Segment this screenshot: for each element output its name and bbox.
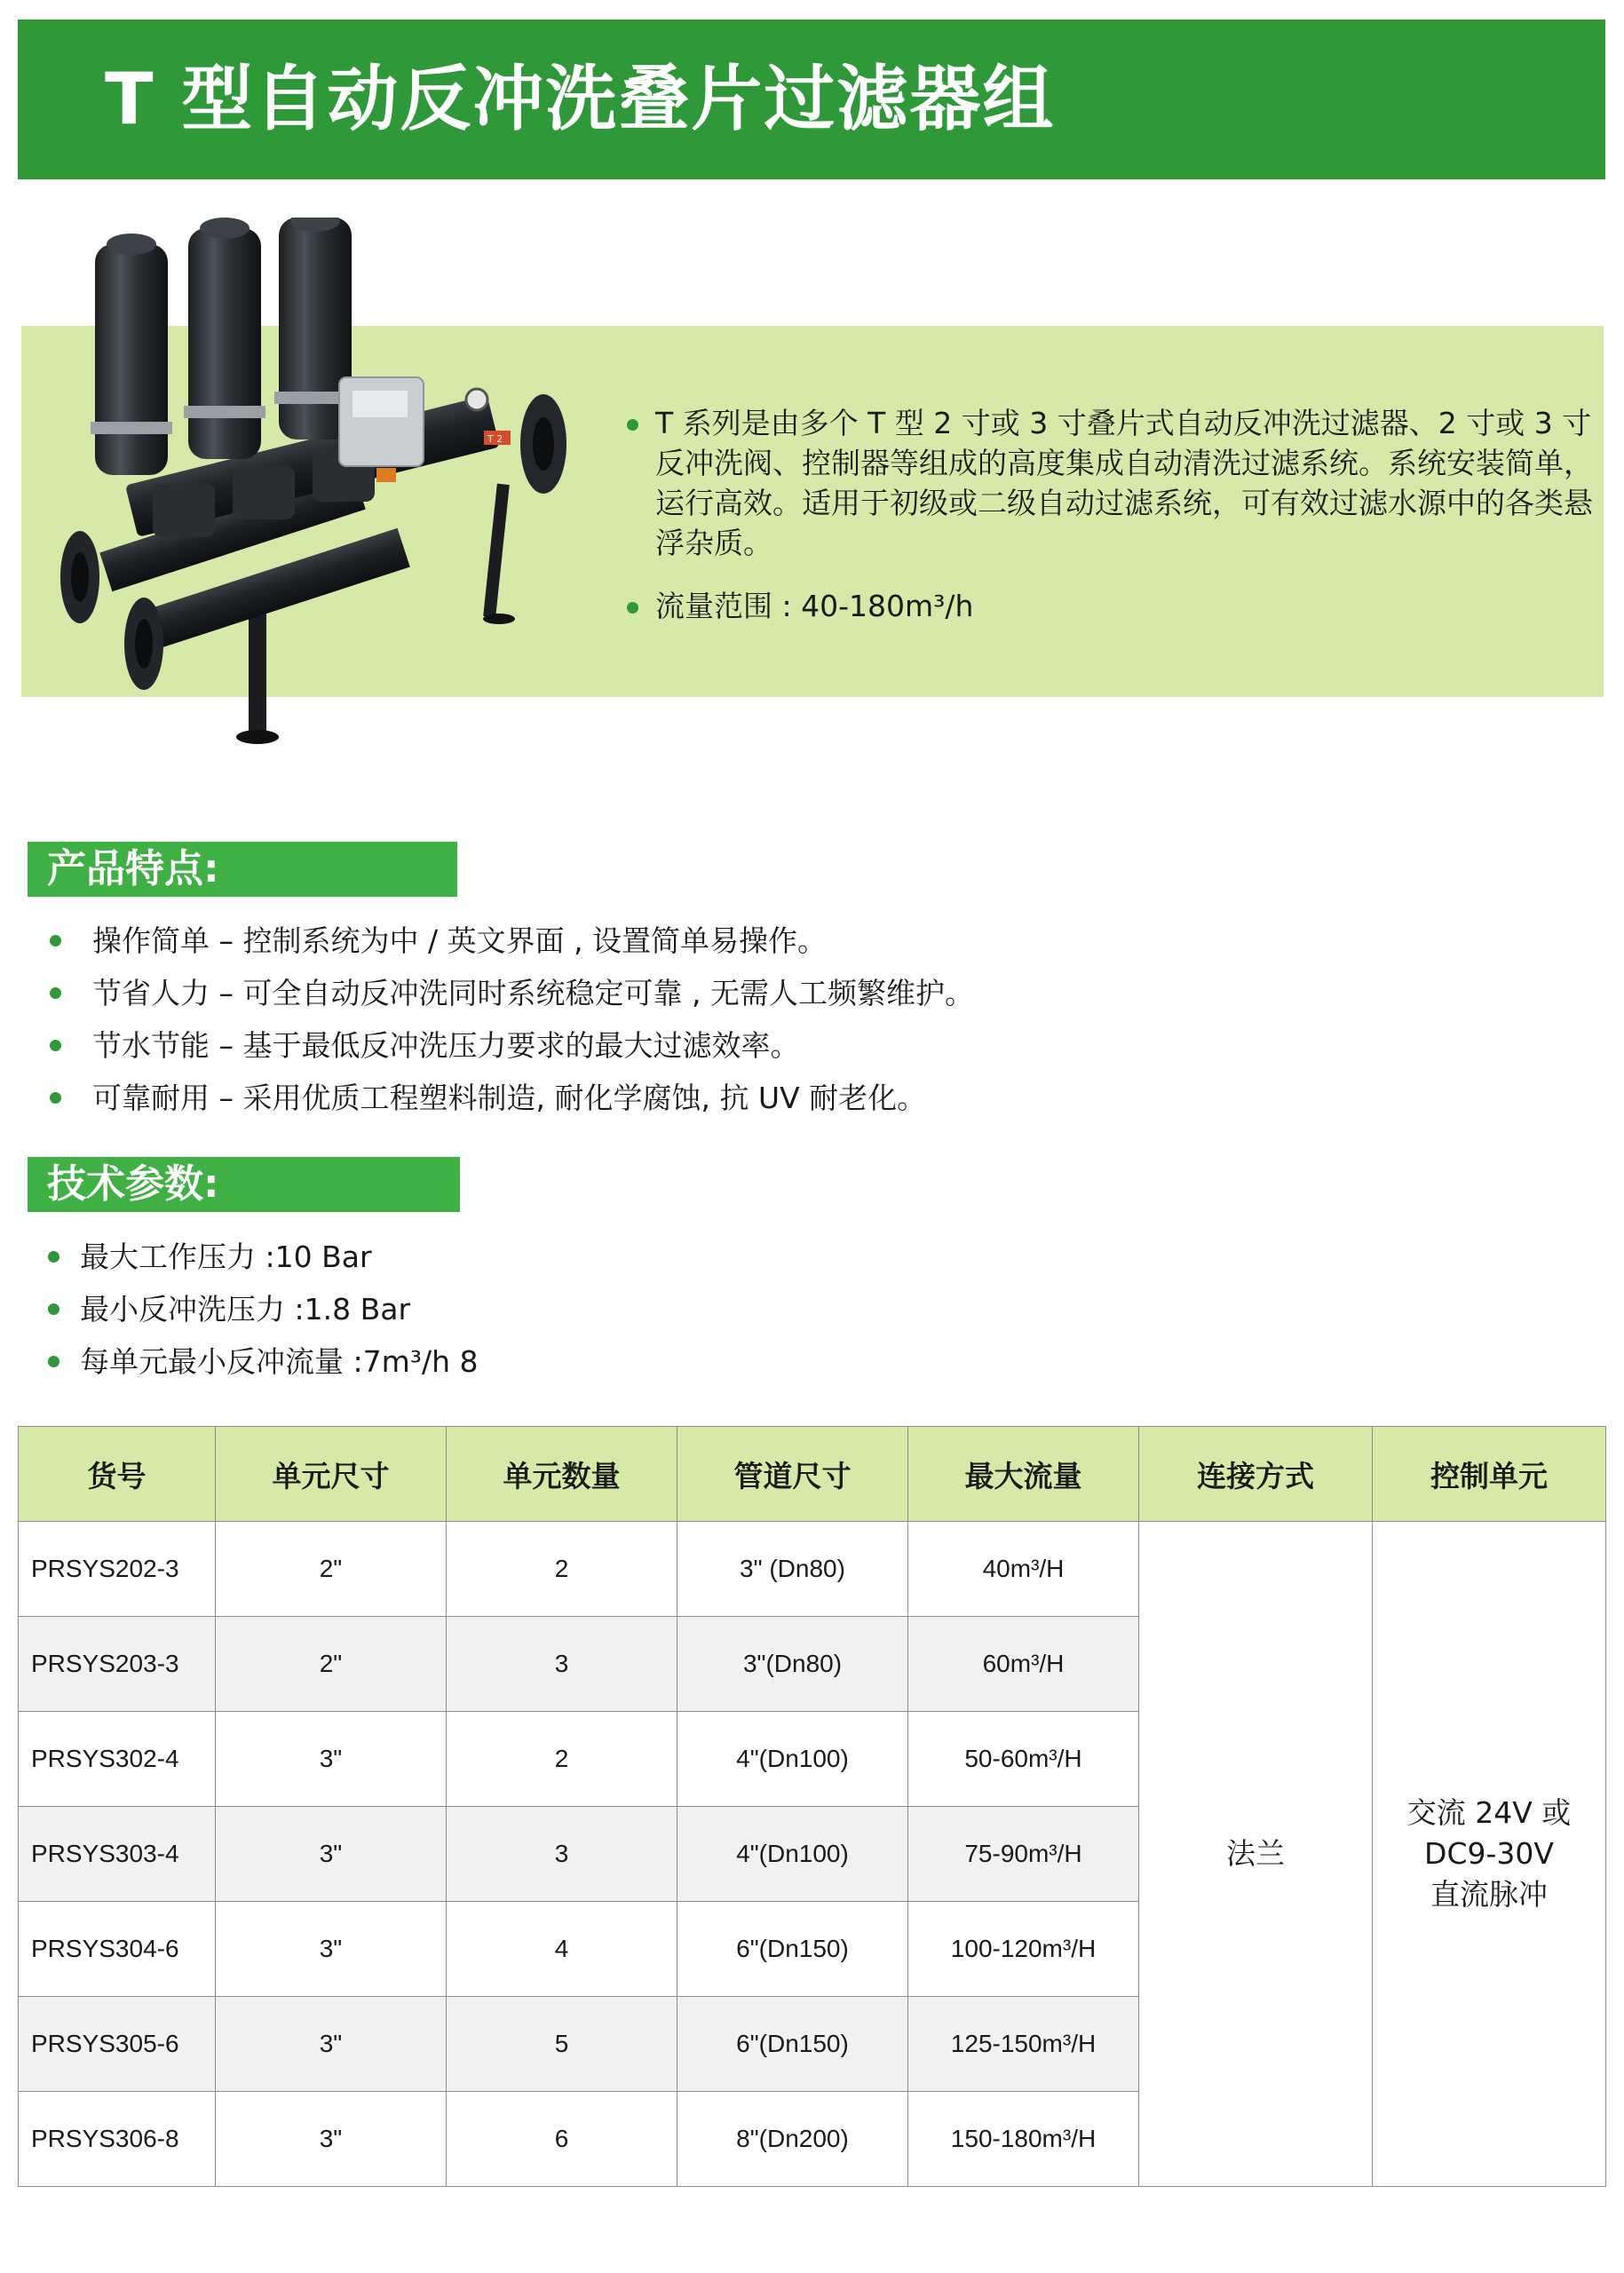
bullet-dot-icon: [627, 419, 638, 431]
tech-list: [46, 1231, 934, 1388]
page-title: T 型自动反冲洗叠片过滤器组: [105, 58, 1056, 140]
cell-unit-size: 2": [216, 1522, 447, 1617]
bullet-dot-icon: [50, 987, 61, 999]
cell-max-flow: 100-120m³/H: [908, 1902, 1139, 1997]
cell-code: PRSYS303-4: [19, 1807, 216, 1902]
cell-unit-size: 2": [216, 1617, 447, 1712]
tech-item: 最大工作压力 :10 Bar: [46, 1231, 934, 1283]
cell-pipe-size: 4"(Dn100): [677, 1712, 908, 1807]
header-pipe-size: 管道尺寸: [677, 1427, 908, 1522]
cell-unit-count: 2: [447, 1522, 677, 1617]
cell-code: PRSYS203-3: [19, 1617, 216, 1712]
header-code: 货号: [19, 1427, 216, 1522]
cell-pipe-size: 6"(Dn150): [677, 1902, 908, 1997]
header-unit-size: 单元尺寸: [216, 1427, 447, 1522]
cell-control-unit: [1373, 1522, 1606, 2187]
table-header-row: [19, 1427, 1606, 1522]
table-row: [19, 1522, 1606, 1617]
intro-item: 流量范围 : 40-180m³/h: [622, 586, 1598, 626]
bullet-dot-icon: [50, 1092, 61, 1104]
cell-unit-size: 3": [216, 1807, 447, 1902]
intro-item: T 系列是由多个 T 型 2 寸或 3 寸叠片式自动反冲洗过滤器、2 寸或 3 寸反冲洗阀、控制器等组成的高度集成自动清洗过滤系统。系统安装简单，运行高效。适用于初级或二级自动过滤系统，可有效过滤水源中的各类悬浮杂质。: [622, 403, 1598, 563]
cell-code: PRSYS304-6: [19, 1902, 216, 1997]
cell-max-flow: 150-180m³/H: [908, 2092, 1139, 2187]
intro-list: [622, 403, 1598, 649]
header-connection: 连接方式: [1139, 1427, 1373, 1522]
cell-unit-size: 3": [216, 1997, 447, 2092]
product-tag-label: T 2: [487, 433, 503, 445]
bullet-dot-icon: [48, 1303, 59, 1315]
cell-pipe-size: 3"(Dn80): [677, 1617, 908, 1712]
cell-max-flow: 125-150m³/H: [908, 1997, 1139, 2092]
bullet-dot-icon: [48, 1251, 59, 1263]
bullet-dot-icon: [48, 1356, 59, 1367]
cell-pipe-size: 8"(Dn200): [677, 2092, 908, 2187]
cell-unit-count: 3: [447, 1617, 677, 1712]
cell-max-flow: 60m³/H: [908, 1617, 1139, 1712]
cell-code: PRSYS306-8: [19, 2092, 216, 2187]
feature-item: 节水节能 – 基于最低反冲洗压力要求的最大过滤效率。: [46, 1019, 1556, 1072]
cell-unit-size: 3": [216, 2092, 447, 2187]
feature-item: 操作简单 – 控制系统为中 / 英文界面 , 设置简单易操作。: [46, 915, 1556, 967]
cell-pipe-size: 6"(Dn150): [677, 1997, 908, 2092]
filter-system-image: [46, 218, 579, 764]
bullet-dot-icon: [50, 1040, 61, 1051]
cell-max-flow: 50-60m³/H: [908, 1712, 1139, 1807]
cell-code: PRSYS202-3: [19, 1522, 216, 1617]
feature-item: 可靠耐用 – 采用优质工程塑料制造, 耐化学腐蚀, 抗 UV 耐老化。: [46, 1072, 1556, 1124]
features-heading: 产品特点:: [28, 842, 457, 897]
cell-unit-size: 3": [216, 1712, 447, 1807]
spec-table: [18, 1426, 1606, 2187]
cell-pipe-size: 3" (Dn80): [677, 1522, 908, 1617]
control-line: 交流 24V 或: [1406, 1795, 1572, 1830]
title-bar: [18, 20, 1605, 179]
control-line: DC9-30V: [1424, 1836, 1554, 1871]
tech-heading: 技术参数:: [28, 1157, 460, 1212]
tech-item: 最小反冲洗压力 :1.8 Bar: [46, 1283, 934, 1335]
control-line: 直流脉冲: [1430, 1877, 1548, 1912]
cell-connection: 法兰: [1139, 1522, 1373, 2187]
header-unit-count: 单元数量: [447, 1427, 677, 1522]
features-list: [46, 915, 1556, 1124]
cell-unit-count: 4: [447, 1902, 677, 1997]
cell-max-flow: 75-90m³/H: [908, 1807, 1139, 1902]
cell-code: PRSYS302-4: [19, 1712, 216, 1807]
cell-unit-size: 3": [216, 1902, 447, 1997]
bullet-dot-icon: [627, 602, 638, 614]
cell-unit-count: 6: [447, 2092, 677, 2187]
cell-unit-count: 2: [447, 1712, 677, 1807]
bullet-dot-icon: [50, 935, 61, 946]
cell-unit-count: 3: [447, 1807, 677, 1902]
feature-item: 节省人力 – 可全自动反冲洗同时系统稳定可靠 , 无需人工频繁维护。: [46, 967, 1556, 1019]
header-control-unit: 控制单元: [1373, 1427, 1606, 1522]
cell-code: PRSYS305-6: [19, 1997, 216, 2092]
tech-item: 每单元最小反冲流量 :7m³/h 8: [46, 1335, 934, 1388]
cell-max-flow: 40m³/H: [908, 1522, 1139, 1617]
header-max-flow: 最大流量: [908, 1427, 1139, 1522]
cell-unit-count: 5: [447, 1997, 677, 2092]
cell-pipe-size: 4"(Dn100): [677, 1807, 908, 1902]
